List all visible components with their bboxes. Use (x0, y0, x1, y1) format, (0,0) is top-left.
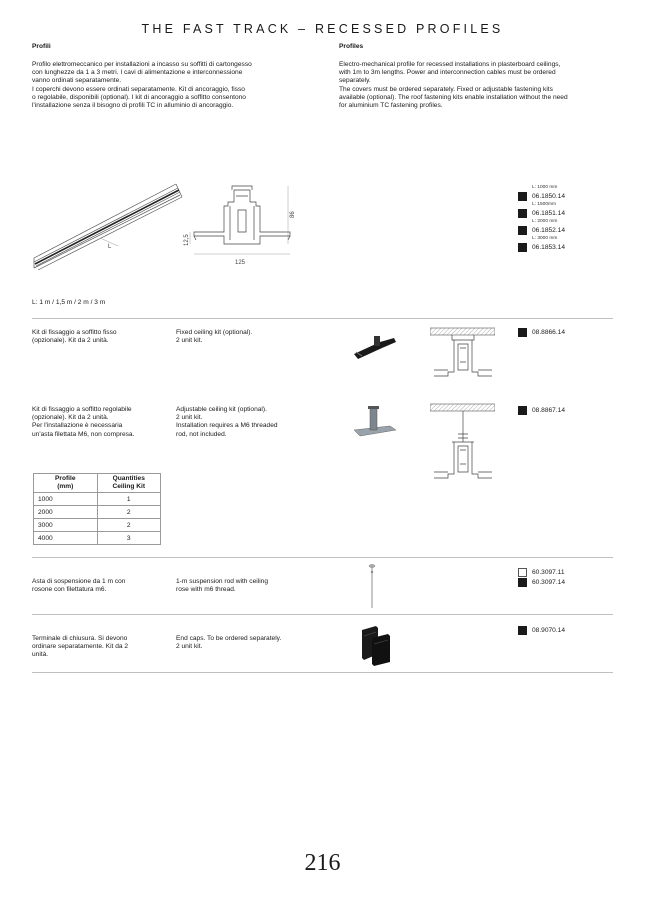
table-cell: 4000 (34, 532, 98, 545)
quantities-table (33, 473, 161, 545)
profile-section-drawing (180, 182, 300, 270)
profiles-heading-it: Profili (32, 43, 51, 50)
product-code-row (518, 225, 565, 235)
adjustable-kit-image (350, 406, 400, 440)
rod-text-en: 1-m suspension rod with ceiling rose with m6 thread. (176, 578, 268, 594)
width-dim-label: 125 (235, 260, 246, 266)
endcaps-text-en: End caps. To be ordered separately. 2 unit kit. (176, 635, 282, 651)
divider (32, 672, 613, 673)
column-header: Quantities Ceiling Kit (97, 474, 161, 493)
length-label: L: 1500mm (532, 202, 556, 207)
fixed-kit-text-it: Kit di fissaggio a soffitto fisso (opzionale). Kit da 2 unità. (32, 329, 117, 345)
product-code-row (518, 242, 565, 252)
divider (32, 557, 613, 558)
height-dim-label: 86 (290, 211, 296, 218)
adjustable-kit-diagram (430, 402, 495, 484)
column-header: Profile (mm) (34, 474, 98, 493)
product-code: 08.9070.14 (532, 626, 566, 634)
page-number: 216 (304, 850, 341, 876)
rod-text-it: Asta di sospensione da 1 m con rosone con filettatura m6. (32, 578, 126, 594)
profiles-heading-en: Profiles (339, 43, 364, 50)
product-code-row (518, 625, 565, 635)
divider (32, 614, 613, 615)
product-code-row (518, 191, 565, 201)
endcaps-image (356, 624, 396, 668)
color-swatch (518, 406, 527, 415)
table-cell: 1000 (34, 493, 98, 506)
table-cell: 2 (97, 519, 161, 532)
table-cell: 3000 (34, 519, 98, 532)
product-code: 60.3097.11 (532, 568, 565, 576)
table-header-row (34, 474, 161, 493)
adjustable-kit-text-it: Kit di fissaggio a soffitto regolabile (opzionale). Kit da 2 unità. Per l'installazione è necessaria un'asta filettata M6, non compresa. (32, 406, 135, 438)
product-code: 08.8866.14 (532, 328, 566, 336)
product-code: 06.1851.14 (532, 209, 566, 217)
length-label: L: 3000 mm (532, 236, 558, 241)
table-cell: 3 (97, 532, 161, 545)
product-code-row (518, 405, 565, 415)
product-code: 06.1850.14 (532, 192, 566, 200)
flange-dim-label: 12,5 (184, 234, 190, 246)
lengths-note: L: 1 m / 1,5 m / 2 m / 3 m (32, 299, 106, 306)
table-cell: 1 (97, 493, 161, 506)
profile-perspective-drawing (28, 178, 188, 278)
length-dim-label: L (108, 244, 112, 250)
profiles-text-en: Electro-mechanical profile for recessed installations in plasterboard ceilings, with 1m to 3m lengths. Power and interconnection cables must be ordered separately. The covers must be ordered separately. Fixed or adjustable fastening kits available (optional). The roof fastening kits enable installation without the need for aluminium TC fastening profiles. (339, 61, 568, 110)
product-code: 06.1853.14 (532, 243, 566, 251)
page-title: THE FAST TRACK – RECESSED PROFILES (141, 22, 504, 36)
product-code: 06.1852.14 (532, 226, 566, 234)
product-code-row (518, 327, 565, 337)
table-row (34, 493, 161, 506)
color-swatch (518, 209, 527, 218)
endcaps-text-it: Terminale di chiusura. Si devono ordinare separatamente. Kit da 2 unità. (32, 635, 129, 659)
product-code-row (518, 208, 565, 218)
table-row (34, 532, 161, 545)
length-label: L: 2000 mm (532, 219, 558, 224)
product-code: 08.8867.14 (532, 406, 566, 414)
color-swatch (518, 568, 527, 577)
table-cell: 2000 (34, 506, 98, 519)
color-swatch (518, 578, 527, 587)
rod-code-list (518, 567, 565, 587)
table-row (34, 519, 161, 532)
color-swatch (518, 626, 527, 635)
color-swatch (518, 192, 527, 201)
product-code: 60.3097.14 (532, 578, 566, 586)
fixed-kit-image (350, 332, 400, 362)
length-label: L: 1000 mm (532, 185, 558, 190)
profiles-text-it: Profilo elettromeccanico per installazioni a incasso su soffitti di cartongesso con lunghezze da 1 a 3 metri. I cavi di alimentazione e interconnessione vanno ordinati separatamente. I coperchi devono essere ordinati separatamente. Kit di ancoraggio, fisso o regolabile, disponibili (optional). I kit di ancoraggio a soffitto consentono l'installazione senza il bisogno di profili TC in alluminio di ancoraggio. (32, 61, 252, 110)
suspension-rod-image (366, 562, 378, 610)
profile-code-list (518, 184, 565, 252)
product-code-row (518, 577, 565, 587)
fixed-kit-diagram (430, 326, 495, 382)
divider (32, 318, 613, 319)
color-swatch (518, 328, 527, 337)
fixed-kit-text-en: Fixed ceiling kit (optional). 2 unit kit. (176, 329, 253, 345)
table-cell: 2 (97, 506, 161, 519)
adjustable-kit-text-en: Adjustable ceiling kit (optional). 2 unit kit. Installation requires a M6 threaded rod, not included. (176, 406, 278, 438)
color-swatch (518, 226, 527, 235)
table-row (34, 506, 161, 519)
product-code-row (518, 567, 565, 577)
color-swatch (518, 243, 527, 252)
